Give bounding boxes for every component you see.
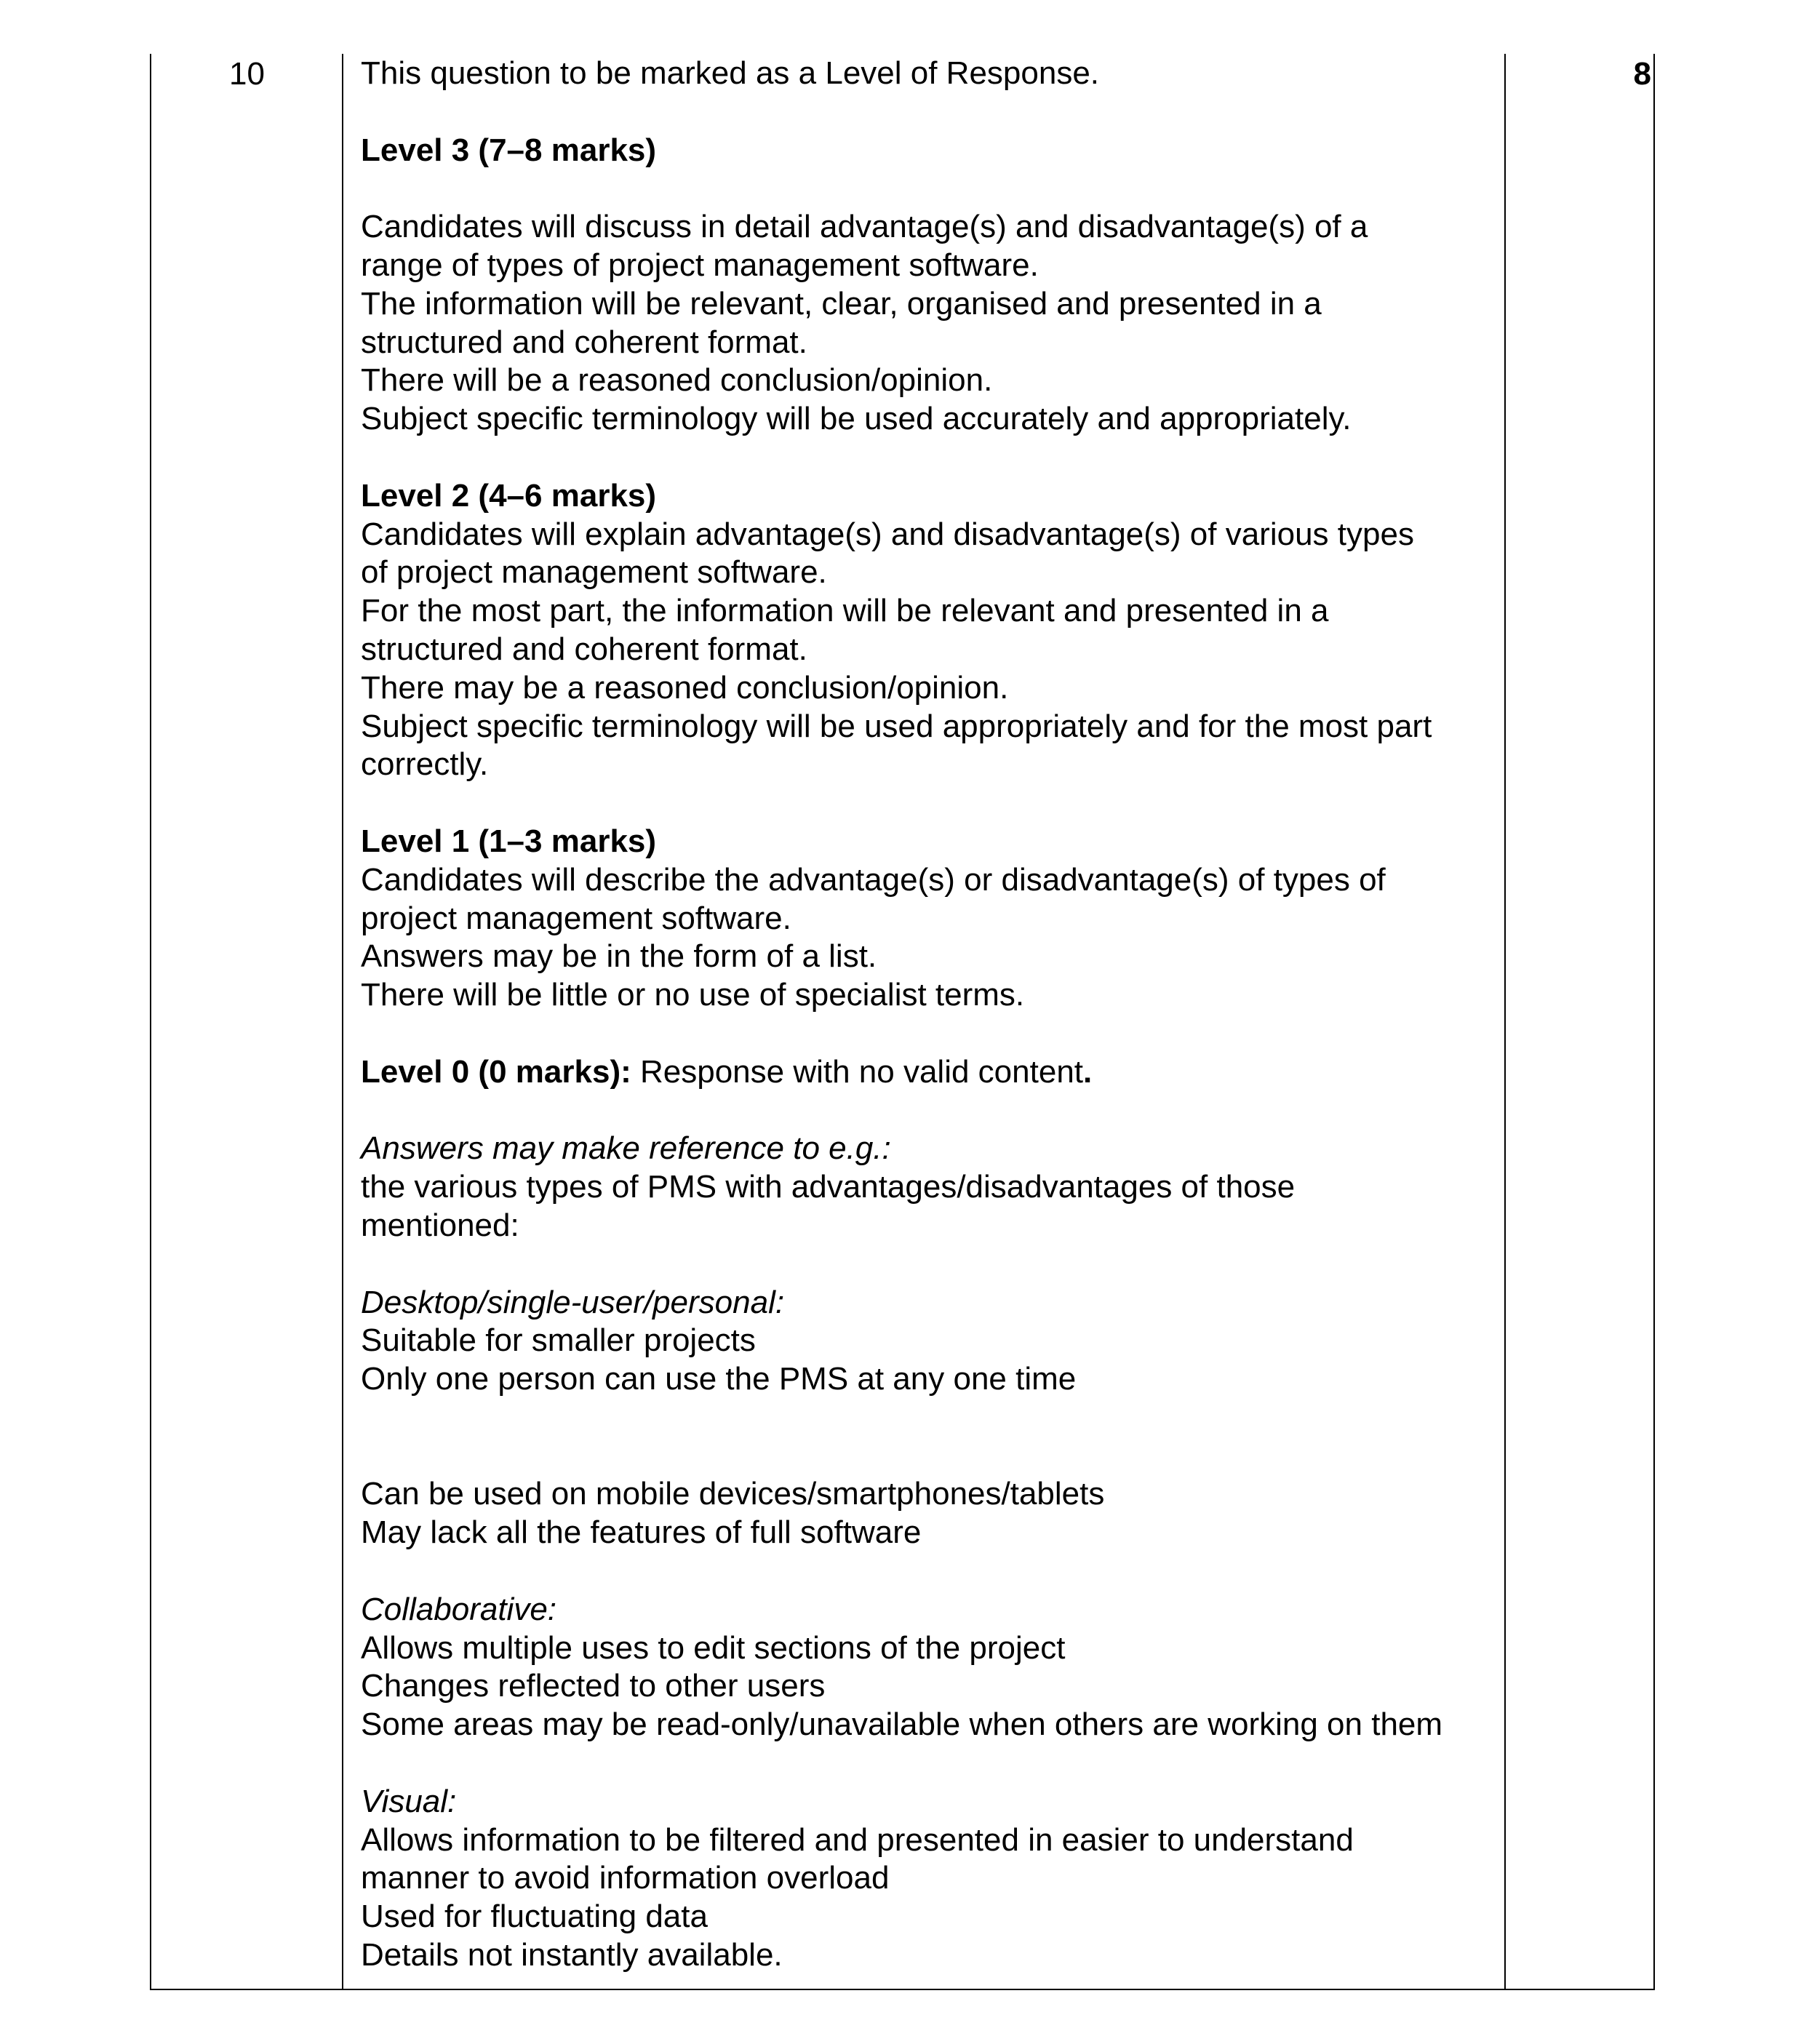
level1-line: Answers may be in the form of a list. xyxy=(361,938,877,975)
level0-line xyxy=(361,1053,1503,1092)
visual-heading: Visual: xyxy=(361,1783,457,1819)
level1-line: project management software. xyxy=(361,900,791,936)
table-divider-1 xyxy=(342,54,343,1990)
level3-line: Subject specific terminology will be used accurately and appropriately. xyxy=(361,401,1352,437)
collaborative-heading: Collaborative: xyxy=(361,1591,557,1627)
intro-text: This question to be marked as a Level of Response. xyxy=(361,55,1100,91)
table-border-left xyxy=(150,54,151,1990)
table-border-right xyxy=(1653,54,1655,1990)
level2-line: structured and coherent format. xyxy=(361,631,807,667)
question-number: 10 xyxy=(229,56,265,92)
level2-line: of project management software. xyxy=(361,554,827,591)
table-divider-2 xyxy=(1504,54,1506,1990)
level1-line: There will be little or no use of specialist terms. xyxy=(361,977,1025,1013)
level0-text: Response with no valid content xyxy=(631,1053,1084,1090)
mark-scheme-content xyxy=(361,55,1503,1975)
level3-line: Candidates will discuss in detail advantage(s) and disadvantage(s) of a xyxy=(361,209,1368,245)
level0-heading: Level 0 (0 marks): xyxy=(361,1053,631,1090)
level1-heading: Level 1 (1–3 marks) xyxy=(361,823,657,859)
answers-line: the various types of PMS with advantages/disadvantages of those xyxy=(361,1169,1296,1205)
table-border-bottom xyxy=(150,1989,1655,1990)
mobile-line: Can be used on mobile devices/smartphones/tablets xyxy=(361,1476,1105,1512)
level3-heading: Level 3 (7–8 marks) xyxy=(361,132,657,168)
visual-line: Allows information to be filtered and presented in easier to understand xyxy=(361,1821,1354,1858)
level2-line: There may be a reasoned conclusion/opinion. xyxy=(361,669,1009,706)
level0-period: . xyxy=(1083,1053,1093,1090)
answers-heading: Answers may make reference to e.g.: xyxy=(361,1130,891,1167)
collaborative-line: Some areas may be read-only/unavailable when others are working on them xyxy=(361,1706,1443,1743)
visual-line: Used for fluctuating data xyxy=(361,1899,708,1935)
desktop-heading: Desktop/single-user/personal: xyxy=(361,1284,785,1320)
answers-line: mentioned: xyxy=(361,1207,519,1243)
visual-line: Details not instantly available. xyxy=(361,1937,783,1973)
level2-line: For the most part, the information will be relevant and presented in a xyxy=(361,593,1329,629)
level3-line: structured and coherent format. xyxy=(361,324,807,360)
level2-line: correctly. xyxy=(361,746,489,783)
level3-line: range of types of project management software. xyxy=(361,247,1039,283)
level1-line: Candidates will describe the advantage(s) or disadvantage(s) of types of xyxy=(361,861,1386,898)
level2-heading: Level 2 (4–6 marks) xyxy=(361,477,657,514)
question-marks: 8 xyxy=(1633,56,1651,92)
level3-line: There will be a reasoned conclusion/opinion. xyxy=(361,362,993,399)
collaborative-line: Allows multiple uses to edit sections of the project xyxy=(361,1629,1066,1666)
desktop-line: Only one person can use the PMS at any one time xyxy=(361,1361,1077,1397)
visual-line: manner to avoid information overload xyxy=(361,1860,890,1896)
desktop-line: Suitable for smaller projects xyxy=(361,1322,756,1359)
level3-line: The information will be relevant, clear, organised and presented in a xyxy=(361,285,1322,322)
collaborative-line: Changes reflected to other users xyxy=(361,1668,826,1704)
level2-line: Subject specific terminology will be used appropriately and for the most part xyxy=(361,708,1432,744)
mobile-line: May lack all the features of full software xyxy=(361,1514,922,1551)
level2-line: Candidates will explain advantage(s) and disadvantage(s) of various types xyxy=(361,516,1414,552)
